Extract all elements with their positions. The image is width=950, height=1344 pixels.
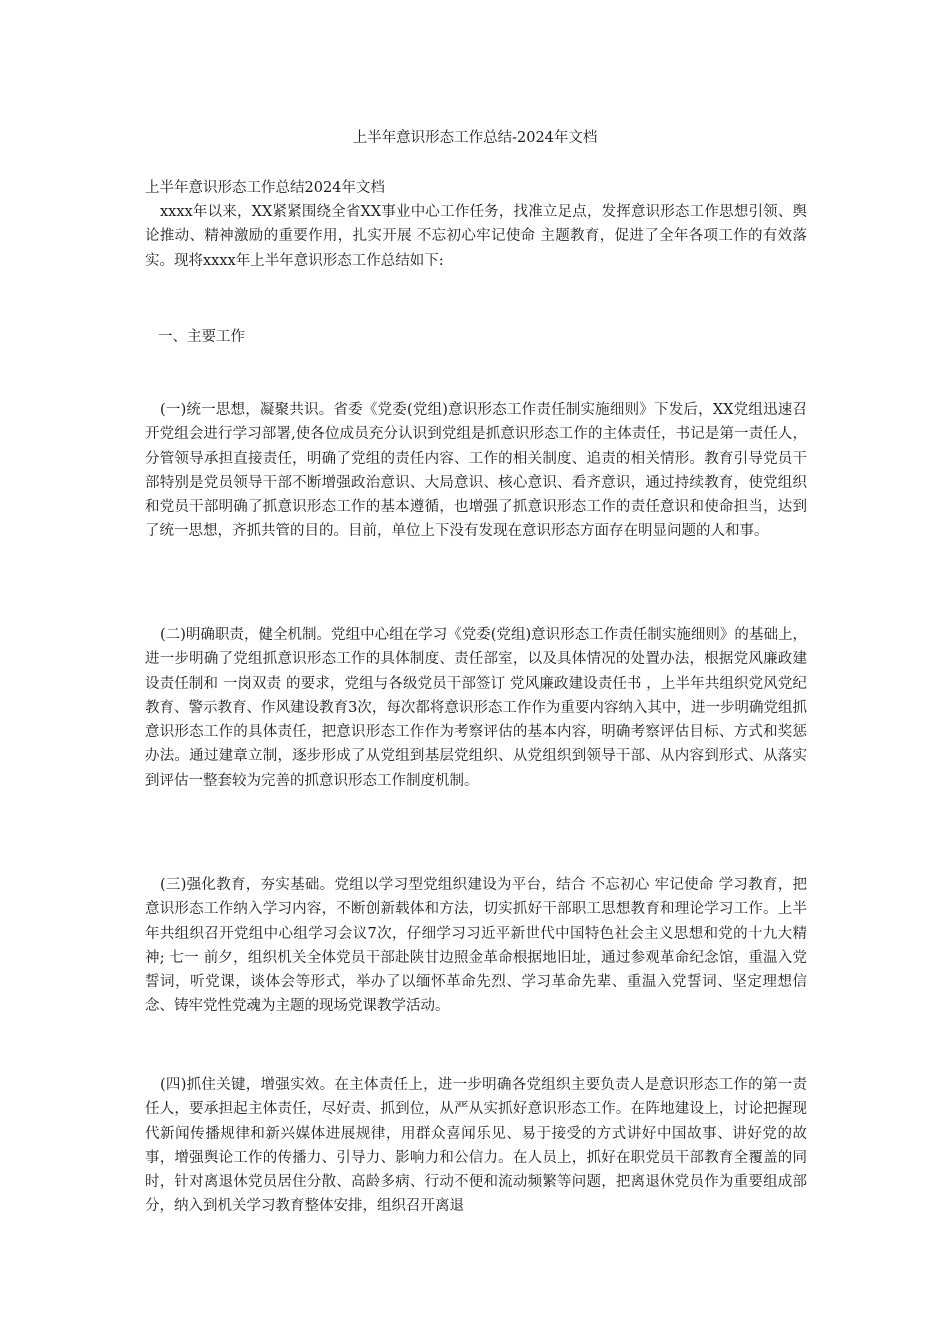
paragraph-1: (一)统一思想，凝聚共识。省委《党委(党组)意识形态工作责任制实施细则》下发后，XX党组迅速召开党组会进行学习部署,使各位成员充分认识到党组是抓意识形态工作的主体责任，书记是第一责任人，分管领导承担直接责任，明确了党组的责任内容、工作的相关制度、追责的相关情形。教育引导党员干部特别是党员领导干部不断增强政治意识、大局意识、核心意识、看齐意识，通过持续教育，使党组织和党员干部明确了抓意识形态工作的基本遵循，也增强了抓意识形态工作的责任意识和使命担当，达到了统一思想，齐抓共管的目的。目前，单位上下没有发现在意识形态方面存在明显问题的人和事。: [145, 402, 807, 540]
paragraph-2: (二)明确职责，健全机制。党组中心组在学习《党委(党组)意识形态工作责任制实施细则》的基础上，进一步明确了党组抓意识形态工作的具体制度、责任部室，以及具体情况的处置办法，根据党风廉政建设责任制和 一岗双责 的要求，党组与各级党员干部签订 党风廉政建设责任书 ，上半年共组织党风党纪教育、警示教育、作风建设教育3次，每次都将意识形态工作作为重要内容纳入其中，进一步明确党组抓意识形态工作的具体责任，把意识形态工作作为考察评估的基本内容，明确考察评估目标、方式和奖惩办法。通过建章立制，逐步形成了从党组到基层党组织、从党组织到领导干部、从内容到形式、从落实到评估一整套较为完善的抓意识形态工作制度机制。: [145, 627, 807, 789]
document-subtitle: 上半年意识形态工作总结2024年文档: [145, 180, 385, 196]
section-heading: 一、主要工作: [158, 329, 245, 345]
paragraph-4: (四)抓住关键，增强实效。在主体责任上，进一步明确各党组织主要负责人是意识形态工作的第一责任人，要承担起主体责任，尽好责、抓到位，从严从实抓好意识形态工作。在阵地建设上，讨论把握现代新闻传播规律和新兴媒体进展规律，用群众喜闻乐见、易于接受的方式讲好中国故事、讲好党的故事，增强舆论工作的传播力、引导力、影响力和公信力。在人员上，抓好在职党员干部教育全覆盖的同时，针对离退休党员居住分散、高龄多病、行动不便和流动频繁等问题，把离退休党员作为重要组成部分，纳入到机关学习教育整体安排，组织召开离退: [145, 1077, 807, 1215]
document-title: 上半年意识形态工作总结-2024年文档: [352, 130, 598, 146]
paragraph-3: (三)强化教育，夯实基础。党组以学习型党组织建设为平台，结合 不忘初心 牢记使命 学习教育，把意识形态工作纳入学习内容，不断创新载体和方法，切实抓好干部职工思想教育和理论学习工作。上半年共组织召开党组中心组学习会议7次，仔细学习习近平新世代中国特色社会主义思想和党的十九大精神; 七一 前夕，组织机关全体党员干部赴陕甘边照金革命根据地旧址，通过参观革命纪念馆，重温入党誓词，听党课，谈体会等形式，举办了以缅怀革命先烈、学习革命先辈、重温入党誓词、坚定理想信念、铸牢党性党魂为主题的现场党课教学活动。: [145, 877, 807, 1015]
intro-paragraph: xxxx年以来，XX紧紧围绕全省XX事业中心工作任务，找准立足点，发挥意识形态工作思想引领、舆论推动、精神激励的重要作用，扎实开展 不忘初心牢记使命 主题教育，促进了全年各项工作的有效落实。现将xxxx年上半年意识形态工作总结如下:: [145, 204, 807, 269]
